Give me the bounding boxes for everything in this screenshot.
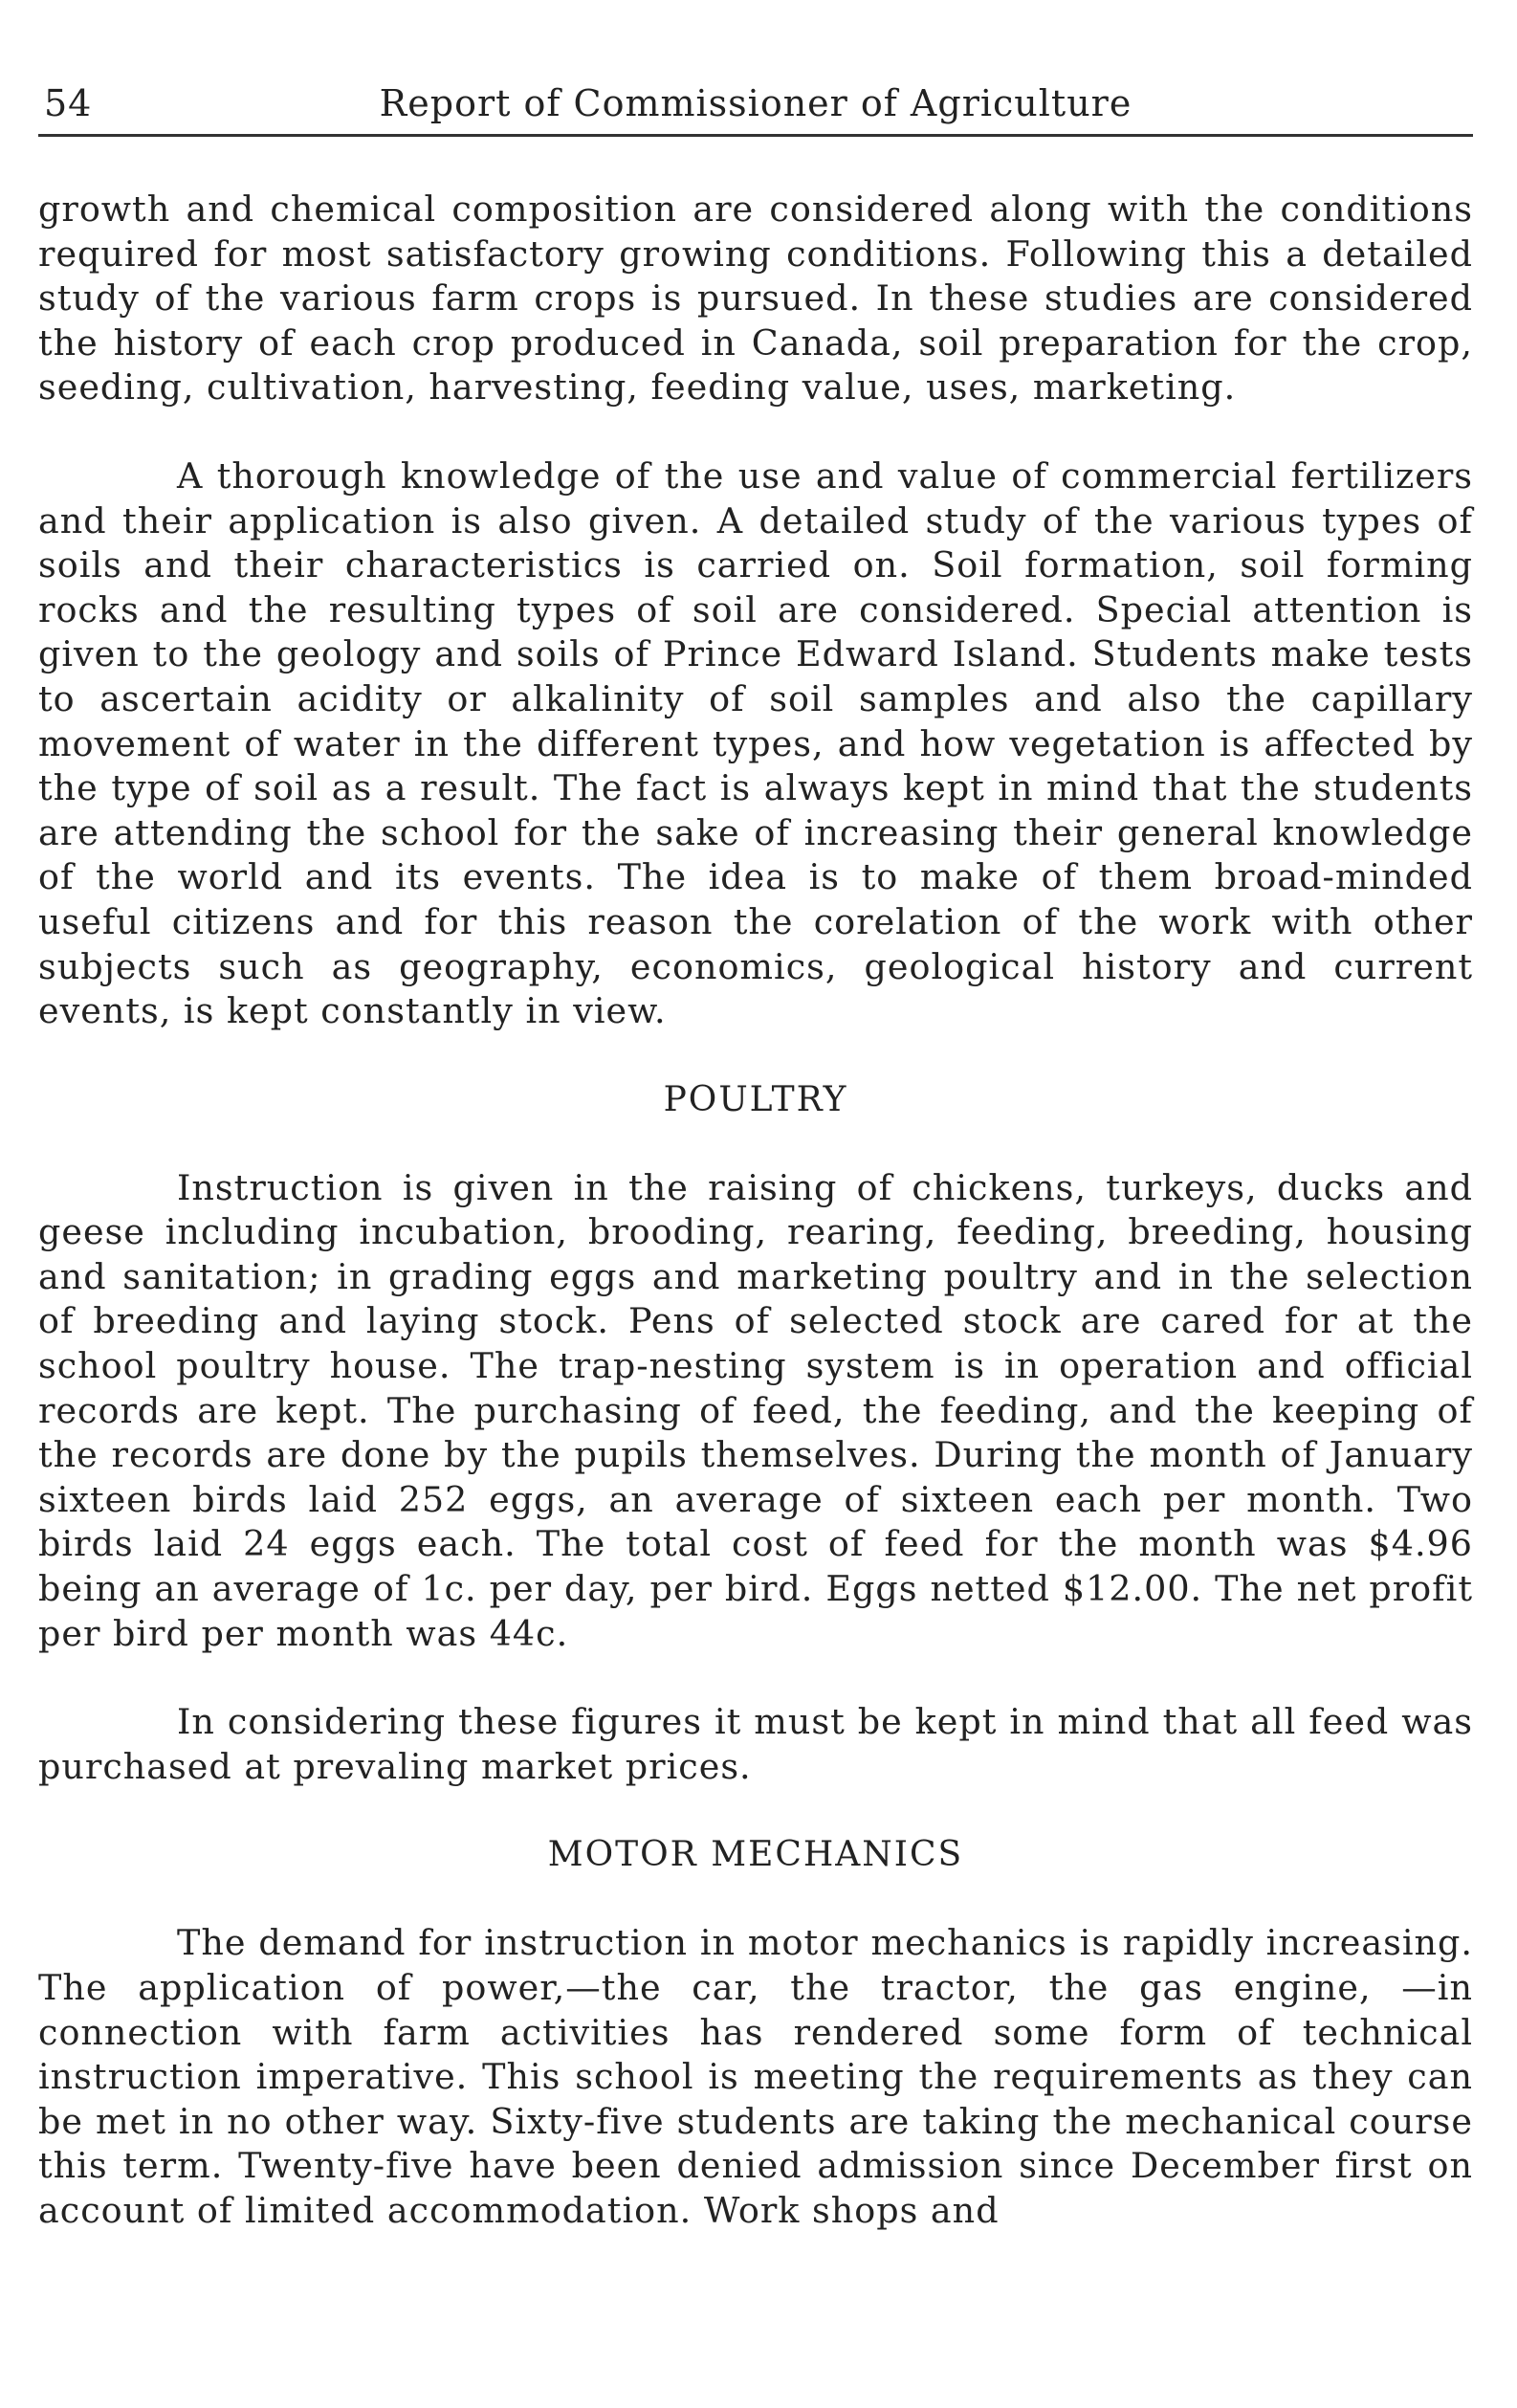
paragraph-motor-mechanics: The demand for instruction in motor mechanics is rapidly increasing. The application of power,—the car, the tractor, the gas engine, —in connection with farm activities has rendered some form of technical instruction imperative. This school is meeting the requirements as they can be met in no other way. Sixty-five students are taking the mechanical course this term. Twenty-five have been denied admission since December first on account of limited accommodation. Work shops and [38,1922,1473,2231]
section-heading-motor-mechanics: MOTOR MECHANICS [547,1835,964,1875]
header-rule [38,134,1473,137]
paragraph-feed-prices: In considering these figures it must be kept in mind that all feed was purchased at prevaling market prices. [38,1701,1473,1787]
section-heading-poultry: POULTRY [663,1079,848,1119]
page-number: 54 [44,82,93,124]
page-header [38,75,1473,132]
paragraph-crops: growth and chemical composition are considered along with the conditions required for most satisfactory growing conditions. Following this a detailed study of the various farm crops is pursued. In these studies are considered the history of each crop produced in Canada, soil preparation for the crop, seeding, cultivation, harvesting, feeding value, uses, marketing. [38,188,1473,409]
running-title: Report of Commissioner of Agriculture [379,82,1132,124]
paragraph-poultry: Instruction is given in the raising of chickens, turkeys, ducks and geese including incubation, brooding, rearing, feeding, breeding, housing and sanitation; in grading eggs and marketing poultry and in the selection of breeding and laying stock. Pens of selected stock are cared for at the school poultry house. The trap-nesting system is in operation and official records are kept. The purchasing of feed, the feeding, and the keeping of the records are done by the pupils themselves. During the month of January sixteen birds laid 252 eggs, an average of sixteen each per month. Two birds laid 24 eggs each. The total cost of feed for the month was $4.96 being an average of 1c. per day, per bird. Eggs netted $12.00. The net profit per bird per month was 44c. [38,1166,1473,1654]
paragraph-soils: A thorough knowledge of the use and value of commercial fertilizers and their application is also given. A detailed study of the various types of soils and their characteristics is carried on. Soil formation, soil forming rocks and the resulting types of soil are considered. Special attention is given to the geology and soils of Prince Edward Island. Students make tests to ascertain acidity or alkalinity of soil samples and also the capillary movement of water in the different types, and how vegetation is affected by the type of soil as a result. The fact is always kept in mind that the students are attending the school for the sake of increasing their general knowledge of the world and its events. The idea is to make of them broad-minded useful citizens and for this reason the corelation of the work with other subjects such as geography, economics, geological history and current events, is kept constantly in view. [38,454,1473,1032]
document-body [38,188,1473,2234]
